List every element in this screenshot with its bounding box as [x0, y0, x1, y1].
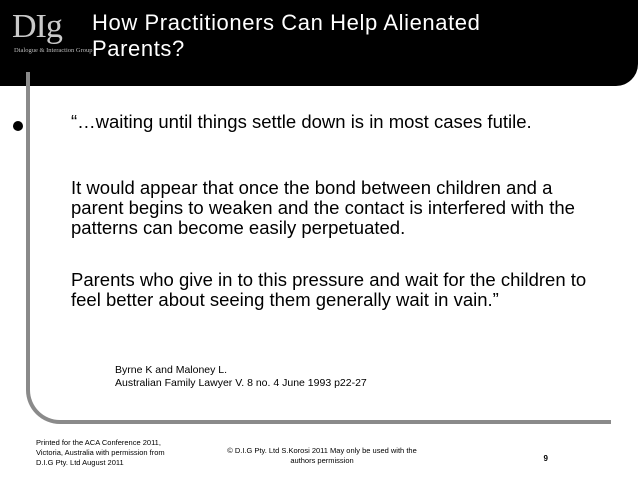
logo-tagline: Dialogue & Interaction Group [14, 47, 93, 54]
quote-paragraph-2: It would appear that once the bond between children and a parent begins to weaken and the contact is interfered with the patterns can become easily perpetuated. [71, 177, 575, 238]
citation [115, 364, 535, 390]
footer-center-line-1: © D.I.G Pty. Ltd S.Korosi 2011 May only be used with the [227, 446, 417, 455]
page-number: 9 [543, 454, 548, 463]
footer-left-line-3: D.I.G Pty. Ltd August 2011 [36, 458, 124, 467]
logo-mark: DIg [12, 8, 62, 45]
quote-paragraph-3: Parents who give in to this pressure and wait for the children to feel better about seeing them generally wait in vain.” [71, 269, 587, 310]
footer-left-line-1: Printed for the ACA Conference 2011, [36, 438, 161, 447]
footer-print-note [36, 438, 206, 468]
footer-copyright [222, 446, 422, 466]
bullet-icon [13, 121, 23, 131]
slide-title-line-2: Parents? [92, 36, 185, 61]
footer-left-line-2: Victoria, Australia with permission from [36, 448, 165, 457]
quote-paragraph-1: “…waiting until things settle down is in most cases futile. [71, 111, 532, 132]
citation-source: Australian Family Lawyer V. 8 no. 4 June 1993 p22-27 [115, 377, 367, 389]
footer-center-line-2: authors permission [290, 456, 354, 465]
slide-title-line-1: How Practitioners Can Help Alienated [92, 10, 481, 35]
citation-authors: Byrne K and Maloney L. [115, 364, 228, 376]
slide-title [92, 10, 612, 62]
company-logo [12, 8, 93, 60]
